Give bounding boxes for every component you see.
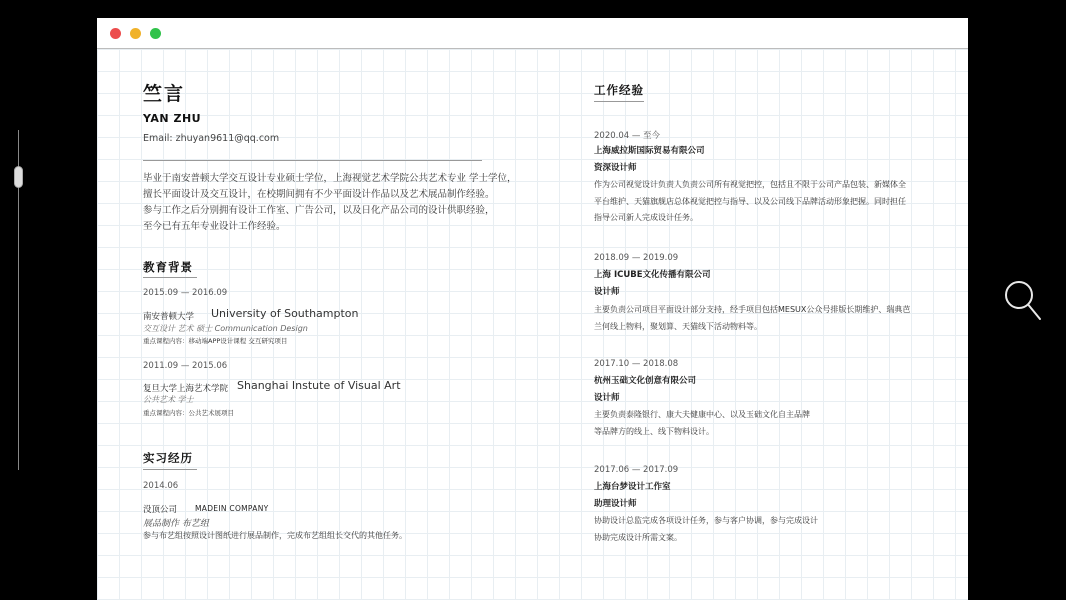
bio-line: 毕业于南安普顿大学交互设计专业硕士学位，上海视觉艺术学院公共艺术专业 学士学位， — [143, 173, 517, 184]
courses-text: 重点课程内容：公共艺术展项目 — [143, 409, 234, 417]
work-underline — [594, 101, 644, 102]
name-english: YAN ZHU — [143, 112, 202, 125]
job-description-line: 平台维护、天猫旗舰店总体视觉把控与指导、以及公司线下品牌活动形象把握。同时担任 — [594, 196, 906, 206]
minimize-window-button[interactable] — [130, 28, 141, 39]
job-description-line: 主要负责泰隆银行、康大夫健康中心、以及玉础文化自主品牌 — [594, 410, 810, 419]
school-name-cn: 复旦大学上海艺术学院 — [143, 384, 229, 394]
job-role: 设计师 — [594, 393, 620, 403]
job-description — [594, 513, 818, 546]
major-text: 公共艺术 学士 — [143, 395, 194, 404]
job-description-line: 协助设计总监完成各项设计任务，参与客户协调，参与完成设计 — [594, 516, 818, 525]
resume-window — [97, 18, 968, 600]
job-date: 2020.04 — 至今 — [594, 131, 661, 141]
job-company: 上海威拉斯国际贸易有限公司 — [594, 146, 705, 156]
bio-line: 擅长平面设计及交互设计，在校期间拥有不少平面设计作品以及艺术展品制作经验。 — [143, 189, 495, 200]
job-description-line: 协助完成设计所需文案。 — [594, 532, 682, 542]
internship-underline — [143, 469, 197, 470]
job-company: 上海 ICUBE文化传播有限公司 — [594, 270, 711, 280]
school-name-en: University of Southampton — [211, 307, 359, 320]
name-chinese: 竺言 — [143, 83, 186, 105]
internship-company-cn: 没顶公司 — [143, 505, 178, 515]
email-text: Email: zhuyan9611@qq.com — [143, 133, 280, 144]
job-description-line: 主要负责公司项目平面设计部分支持，经手项目包括MESUX公众号排版长期维护、瑞典芭 — [594, 305, 911, 314]
job-description-line: 指导公司新人完成设计任务。 — [594, 213, 698, 222]
bio-line: 参与工作之后分别拥有设计工作室、广告公司，以及日化产品公司的设计供职经验， — [143, 205, 495, 216]
internship-role: 展品制作 布艺组 — [143, 519, 209, 529]
education-title: 教育背景 — [143, 260, 193, 274]
school-name-cn: 南安普顿大学 — [143, 312, 195, 322]
search-icon[interactable] — [1003, 278, 1043, 322]
zoom-slider-handle[interactable] — [14, 166, 23, 188]
job-company: 上海台梦设计工作室 — [594, 482, 671, 492]
internship-title: 实习经历 — [143, 451, 193, 465]
job-description — [594, 302, 910, 335]
major-text: 交互设计 艺术 硕士 Communication Design — [143, 324, 308, 333]
internship-company-en: MADEIN COMPANY — [195, 504, 269, 513]
bio-paragraph — [143, 171, 517, 235]
education-date: 2011.09 — 2015.06 — [143, 361, 228, 371]
job-description-line: 作为公司视觉设计负责人负责公司所有视觉把控，包括且不限于公司产品包装、新媒体全 — [594, 180, 906, 189]
profile-divider — [143, 160, 482, 161]
job-date: 2018.09 — 2019.09 — [594, 253, 679, 263]
bio-line: 至今已有五年专业设计工作经验。 — [143, 221, 286, 232]
job-date: 2017.06 — 2017.09 — [594, 465, 679, 475]
job-description-line: 等品牌方的线上、线下物料设计。 — [594, 426, 714, 436]
job-role: 设计师 — [594, 287, 620, 297]
window-titlebar — [97, 18, 968, 49]
job-role: 资深设计师 — [594, 163, 637, 173]
job-date: 2017.10 — 2018.08 — [594, 359, 679, 369]
job-description-line: 兰何线上物料，聚划算、天猫线下活动物料等。 — [594, 321, 762, 331]
work-title: 工作经验 — [594, 83, 644, 97]
job-description — [594, 177, 906, 227]
internship-description: 参与布艺组按照设计图纸进行展品制作，完成布艺组组长交代的其他任务。 — [143, 531, 407, 540]
job-role: 助理设计师 — [594, 499, 637, 509]
education-date: 2015.09 — 2016.09 — [143, 288, 228, 298]
resume-page — [97, 49, 968, 600]
courses-text: 重点课程内容：移动端APP设计课程 交互研究项目 — [143, 337, 288, 345]
school-name-en: Shanghai Instute of Visual Art — [237, 379, 401, 392]
maximize-window-button[interactable] — [150, 28, 161, 39]
job-description — [594, 407, 810, 440]
internship-date: 2014.06 — [143, 481, 179, 491]
education-underline — [143, 277, 197, 278]
job-company: 杭州玉础文化创意有限公司 — [594, 376, 697, 386]
close-window-button[interactable] — [110, 28, 121, 39]
